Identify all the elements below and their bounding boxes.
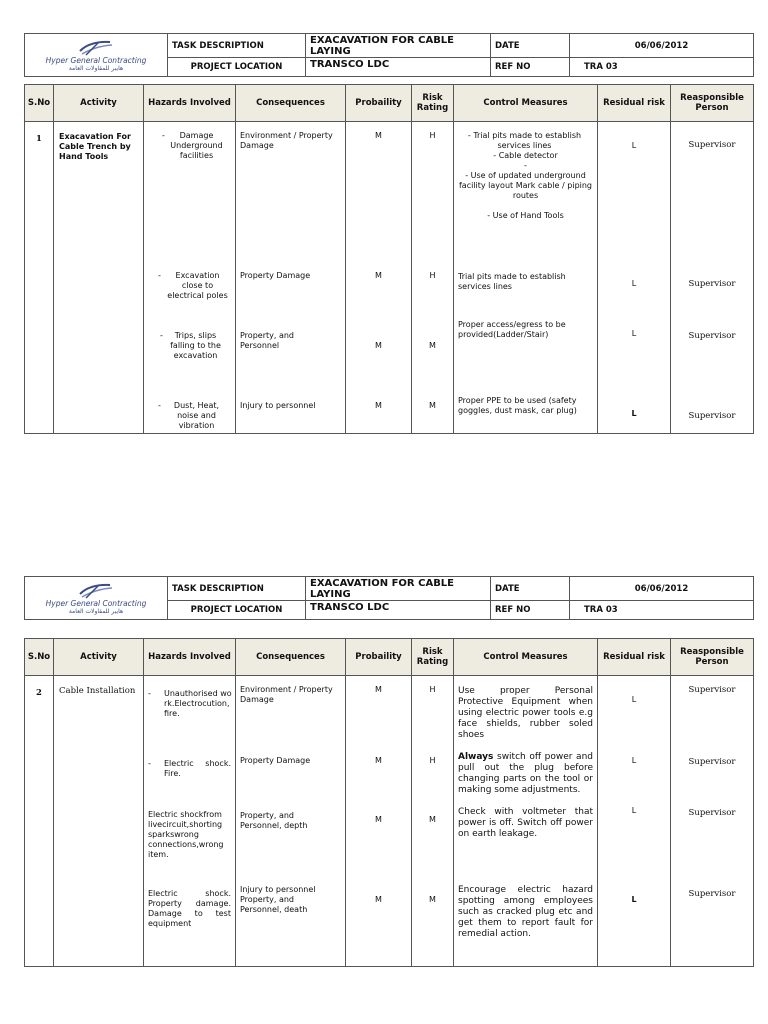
risk-rating: M [429,341,436,350]
date-value: 06/06/2012 [570,34,754,58]
responsible-person: Supervisor [688,757,736,767]
project-location-label: PROJECT LOCATION [168,58,306,77]
consequence: Property Damage [240,271,311,280]
col-consequences: Consequences [236,85,346,122]
responsible-person: Supervisor [688,808,736,818]
control-measure: Encourage electric hazard spotting among employees such as cracked plug etc and get them to report fault for remedial action. [458,885,593,939]
serial-number: 2 [36,688,42,698]
hazard-bullet: - [158,401,161,410]
hazard-bullet: - [158,271,161,280]
control-measure [458,752,593,796]
residual-risk: L [631,329,637,338]
hazard: Dust, Heat, noise and vibration [173,401,220,430]
responsible-person: Supervisor [688,411,736,421]
ref-no-label: REF NO [491,58,570,77]
probability: M [375,815,382,824]
col-consequences: Consequences [236,639,346,676]
hazard: Electric shock. Property damage. Damage to test equipment [148,889,231,928]
ref-no-value: TRA 03 [570,58,754,77]
probability: M [375,756,382,765]
probability: M [375,131,382,140]
header-table-2 [24,576,754,620]
control-measure: Check with voltmeter that power is off. Switch off power on earth leakage. [458,807,593,839]
hazard: Electric shock. Fire. [164,759,231,778]
task-description-label: TASK DESCRIPTION [168,577,306,601]
probability: M [375,401,382,410]
table-header-row [25,639,754,676]
consequence: Environment / Property Damage [240,131,333,150]
hazard-bullet: - [148,759,151,768]
risk-rating: M [429,815,436,824]
responsible-person: Supervisor [688,685,736,695]
risk-rating: H [429,756,436,765]
control-measure-emphasis: Always [458,752,494,762]
risk-rating: H [429,271,436,280]
company-name-arabic: هايبر للمقاولات العامة [68,607,124,615]
activity: Exacavation For Cable Trench by Hand Tools [59,132,131,161]
hazard: Unauthorised work.Electrocution, fire. [164,689,232,718]
col-probability: Probaility [346,85,412,122]
ref-no-value: TRA 03 [570,601,754,620]
control-measure: Trial pits made to establish services lines [458,272,566,291]
risk-table-2 [24,638,754,967]
col-sno: S.No [25,85,54,122]
probability: M [375,341,382,350]
task-description-label: TASK DESCRIPTION [168,34,306,58]
consequence: Injury to personnel Property, and Personnel, death [240,885,316,914]
col-activity: Activity [54,85,144,122]
consequence: Property, and Personnel [240,331,294,350]
risk-rating: H [429,131,436,140]
col-residual-risk: Residual risk [598,85,671,122]
residual-risk: L [631,409,637,418]
residual-risk: L [631,806,637,815]
table-row [25,676,754,967]
date-label: DATE [491,577,570,601]
table-header-row [25,85,754,122]
col-control-measures: Control Measures [454,639,598,676]
task-description-value: EXACAVATION FOR CABLE LAYING [306,577,491,601]
col-risk-rating: Risk Rating [412,639,454,676]
col-control-measures: Control Measures [454,85,598,122]
col-responsible-person: Reasponsible Person [671,85,754,122]
col-hazards: Hazards Involved [144,639,236,676]
control-measure-text: switch off power and pull out the plug before changing parts on the tool or making some adjustments. [458,752,593,795]
responsible-person: Supervisor [688,140,736,150]
company-name: Hyper General Contracting [45,55,147,65]
residual-risk: L [631,141,637,150]
company-logo-icon [76,582,116,600]
col-probability: Probaility [346,639,412,676]
control-measure: - Use of Hand Tools [487,211,564,220]
risk-rating: M [429,401,436,410]
responsible-person: Supervisor [688,279,736,289]
date-label: DATE [491,34,570,58]
residual-risk: L [631,756,637,765]
hazard-bullet: - [160,331,163,340]
risk-rating: H [429,685,436,694]
responsible-person: Supervisor [688,889,736,899]
company-name: Hyper General Contracting [45,598,147,608]
consequence: Property, and Personnel, depth [240,811,308,830]
task-description-value: EXACAVATION FOR CABLE LAYING [306,34,491,58]
residual-risk: L [631,695,637,704]
probability: M [375,895,382,904]
company-logo [25,34,168,77]
risk-table-1 [24,84,754,434]
col-responsible-person: Reasponsible Person [671,639,754,676]
control-measure: - [524,161,527,170]
control-measure: Use proper Personal Protective Equipment when using electric power tools e.g face shields, rubber soled shoes [458,686,593,740]
col-hazards: Hazards Involved [144,85,236,122]
ref-no-label: REF NO [491,601,570,620]
consequence: Injury to personnel [240,401,316,410]
company-logo-icon [76,39,116,57]
header-table-1 [24,33,754,77]
control-measure: Proper PPE to be used (safety goggles, dust mask, car plug) [458,396,577,415]
control-measure: - Cable detector [493,151,558,160]
control-measure: - Use of updated underground facility layout Mark cable / piping routes [458,171,593,200]
company-logo [25,577,168,620]
residual-risk: L [631,279,637,288]
probability: M [375,271,382,280]
col-sno: S.No [25,639,54,676]
residual-risk: L [631,895,637,904]
hazard: Electric shockfrom livecircuit,shorting sparkswrong connections,wrong item. [148,810,224,859]
responsible-person: Supervisor [688,331,736,341]
probability: M [375,685,382,694]
consequence: Property Damage [240,756,311,765]
col-risk-rating: Risk Rating [412,85,454,122]
col-residual-risk: Residual risk [598,639,671,676]
serial-number: 1 [36,134,42,144]
control-measure: - Trial pits made to establish services lines [467,131,582,150]
company-name-arabic: هايبر للمقاولات العامة [68,64,124,72]
project-location-label: PROJECT LOCATION [168,601,306,620]
consequence: Environment / Property Damage [240,685,333,704]
project-location-value: TRANSCO LDC [306,601,491,620]
date-value: 06/06/2012 [570,577,754,601]
hazard: Damage Underground facilities [170,131,223,160]
project-location-value: TRANSCO LDC [306,58,491,77]
control-measure: Proper access/egress to be provided(Ladder/Stair) [458,320,566,339]
table-row [25,122,754,434]
activity: Cable Installation [59,686,136,696]
hazard-bullet: - [148,689,151,698]
risk-rating: M [429,895,436,904]
col-activity: Activity [54,639,144,676]
hazard: Trips, slips falling to the excavation [170,331,221,360]
hazard: Excavation close to electrical poles [167,271,228,300]
hazard-bullet: - [162,131,165,140]
